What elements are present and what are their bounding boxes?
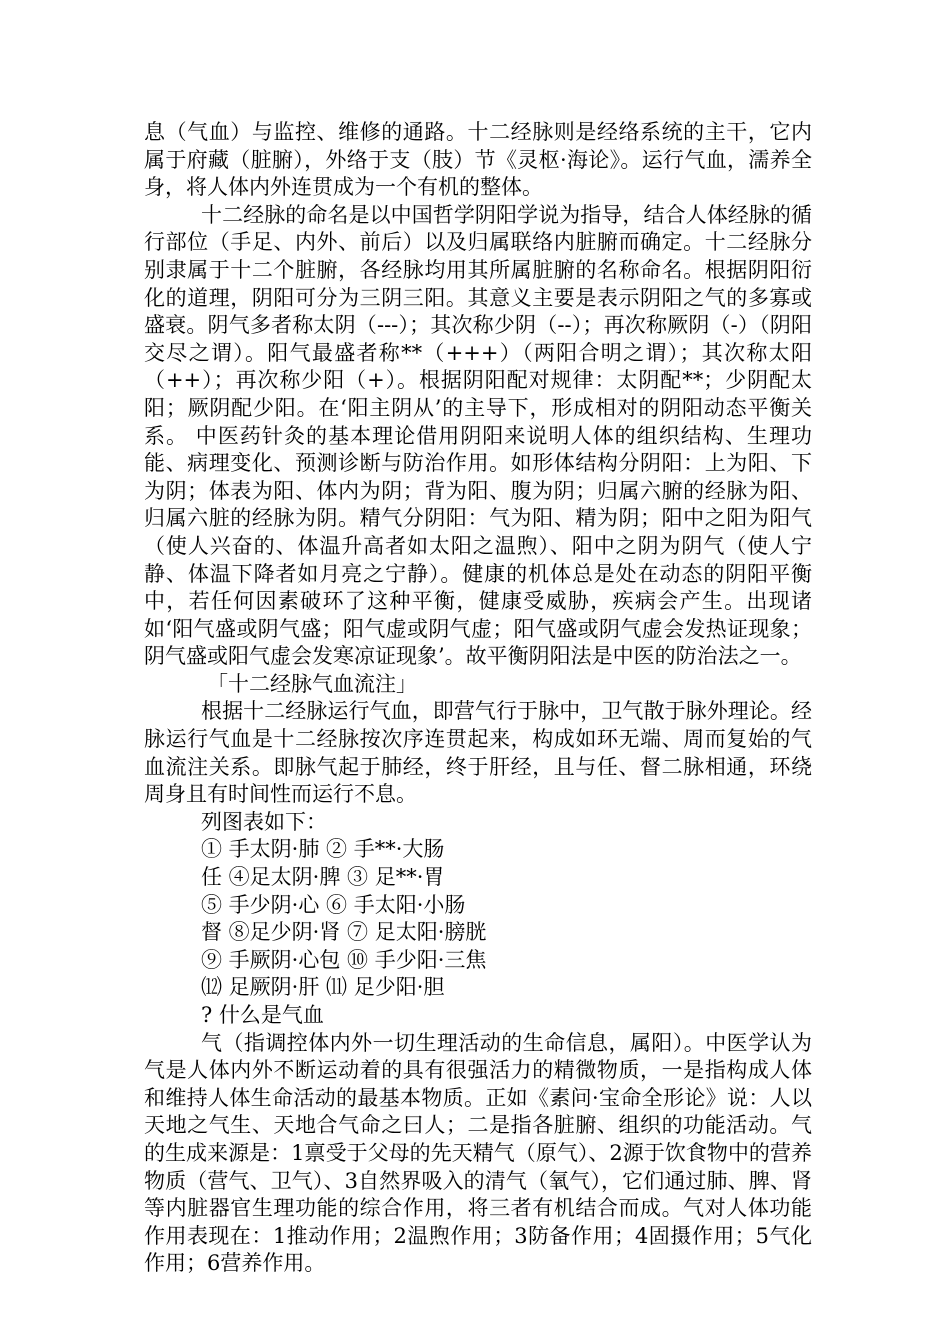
section-heading: 「十二经脉气血流注」 — [207, 671, 417, 696]
paragraph-intro: 息（气血）与监控、维修的通路。十二经脉则是经络系统的主干，它内属于府藏（脏腑），外络于支（肢）节《灵枢·海论》。运行气血，濡养全身，将人体内外连贯成为一个有机的整体。 — [144, 120, 812, 200]
meridian-line-3: ⑤ 手少阴·心 ⑥ 手太阳·小肠 — [201, 892, 466, 917]
paragraph-naming-yin-yang: 十二经脉的命名是以中国哲学阴阳学说为指导，结合人体经脉的循行部位（手足、内外、前后）以及归属联络内脏腑而确定。十二经脉分别隶属于十二个脏腑，各经脉均用其所属脏腑的名称命名。根据阴阳衍化的道理，阴阳可分为三阴三阳。其意义主要是表示阴阳之气的多寡或盛衰。阴气多者称太阴（---）；其次称少阴（--）；再次称厥阴（-）（阴阳交尽之谓）。阳气最盛者称**（+++）（两阳合明之谓）；其次称太阳（++）；再次称少阳（+）。根据阴阳配对规律：太阴配**；少阴配太阳；厥阴配少阳。在‘阳主阴从’的主导下，形成相对的阴阳动态平衡关系。 中医药针灸的基本理论借用阴阳来说明人体的组织结构、生理功能、病理变化、预测诊断与防治作用。如形体结构分阴阳：上为阳、下为阴；体表为阳、体内为阴；背为阳、腹为阴；归属六腑的经脉为阳、归属六脏的经脉为阴。精气分阴阳：气为阳、精为阴；阳中之阳为阳气（使人兴奋的、体温升高者如太阳之温煦）、阳中之阴为阴气（使人宁静、体温下降者如月亮之宁静）。健康的机体总是处在动态的阴阳平衡中，若任何因素破环了这种平衡，健康受威胁，疾病会产生。出现诸如‘阳气盛或阴气盛；阳气虚或阴气虚；阳气盛或阴气虚会发热证现象；阴气盛或阳气虚会发寒凉证现象’。故平衡阴阳法是中医的防治法之一。 — [144, 202, 812, 669]
paragraph-circulation: 根据十二经脉运行气血，即营气行于脉中，卫气散于脉外理论。经脉运行气血是十二经脉按次序连贯起来，构成如环无端、周而复始的气血流注关系。即脉气起于肺经，终于肝经，且与任、督二脉相通，环绕周身且有时间性而运行不息。 — [144, 699, 812, 807]
meridian-line-6: ⑿ 足厥阴·肝 ⑾ 足少阳·胆 — [201, 975, 445, 1000]
table-intro: 列图表如下： — [201, 809, 327, 834]
question-heading: ? 什么是气血 — [201, 1003, 324, 1027]
meridian-line-2: 任 ④足太阴·脾 ③ 足**·胃 — [201, 865, 445, 890]
paragraph-qi: 气（指调控体内外一切生理活动的生命信息，属阳）。中医学认为气是人体内外不断运动着的具有很强活力的精微物质，一是指构成人体和维持人体生命活动的最基本物质。正如《素问·宝命全形论》说：人以天地之气生、天地合气命之曰人；二是指各脏腑、组织的功能活动。气的生成来源是：1禀受于父母的先天精气（原气）、2源于饮食物中的营养物质（营气、卫气）、3自然界吸入的清气（氧气），它们通过肺、脾、肾等内脏器官生理功能的综合作用，将三者有机结合而成。气对人体功能作用表现在：1推动作用；2温煦作用；3防备作用；4固摄作用；5气化作用；6营养作用。 — [144, 1030, 812, 1276]
meridian-line-1: ① 手太阴·肺 ② 手**·大肠 — [201, 837, 445, 862]
meridian-line-4: 督 ⑧足少阴·肾 ⑦ 足太阳·膀胱 — [201, 920, 487, 945]
document-page — [144, 119, 812, 1278]
meridian-line-5: ⑨ 手厥阴·心包 ⑩ 手少阳·三焦 — [201, 947, 487, 972]
